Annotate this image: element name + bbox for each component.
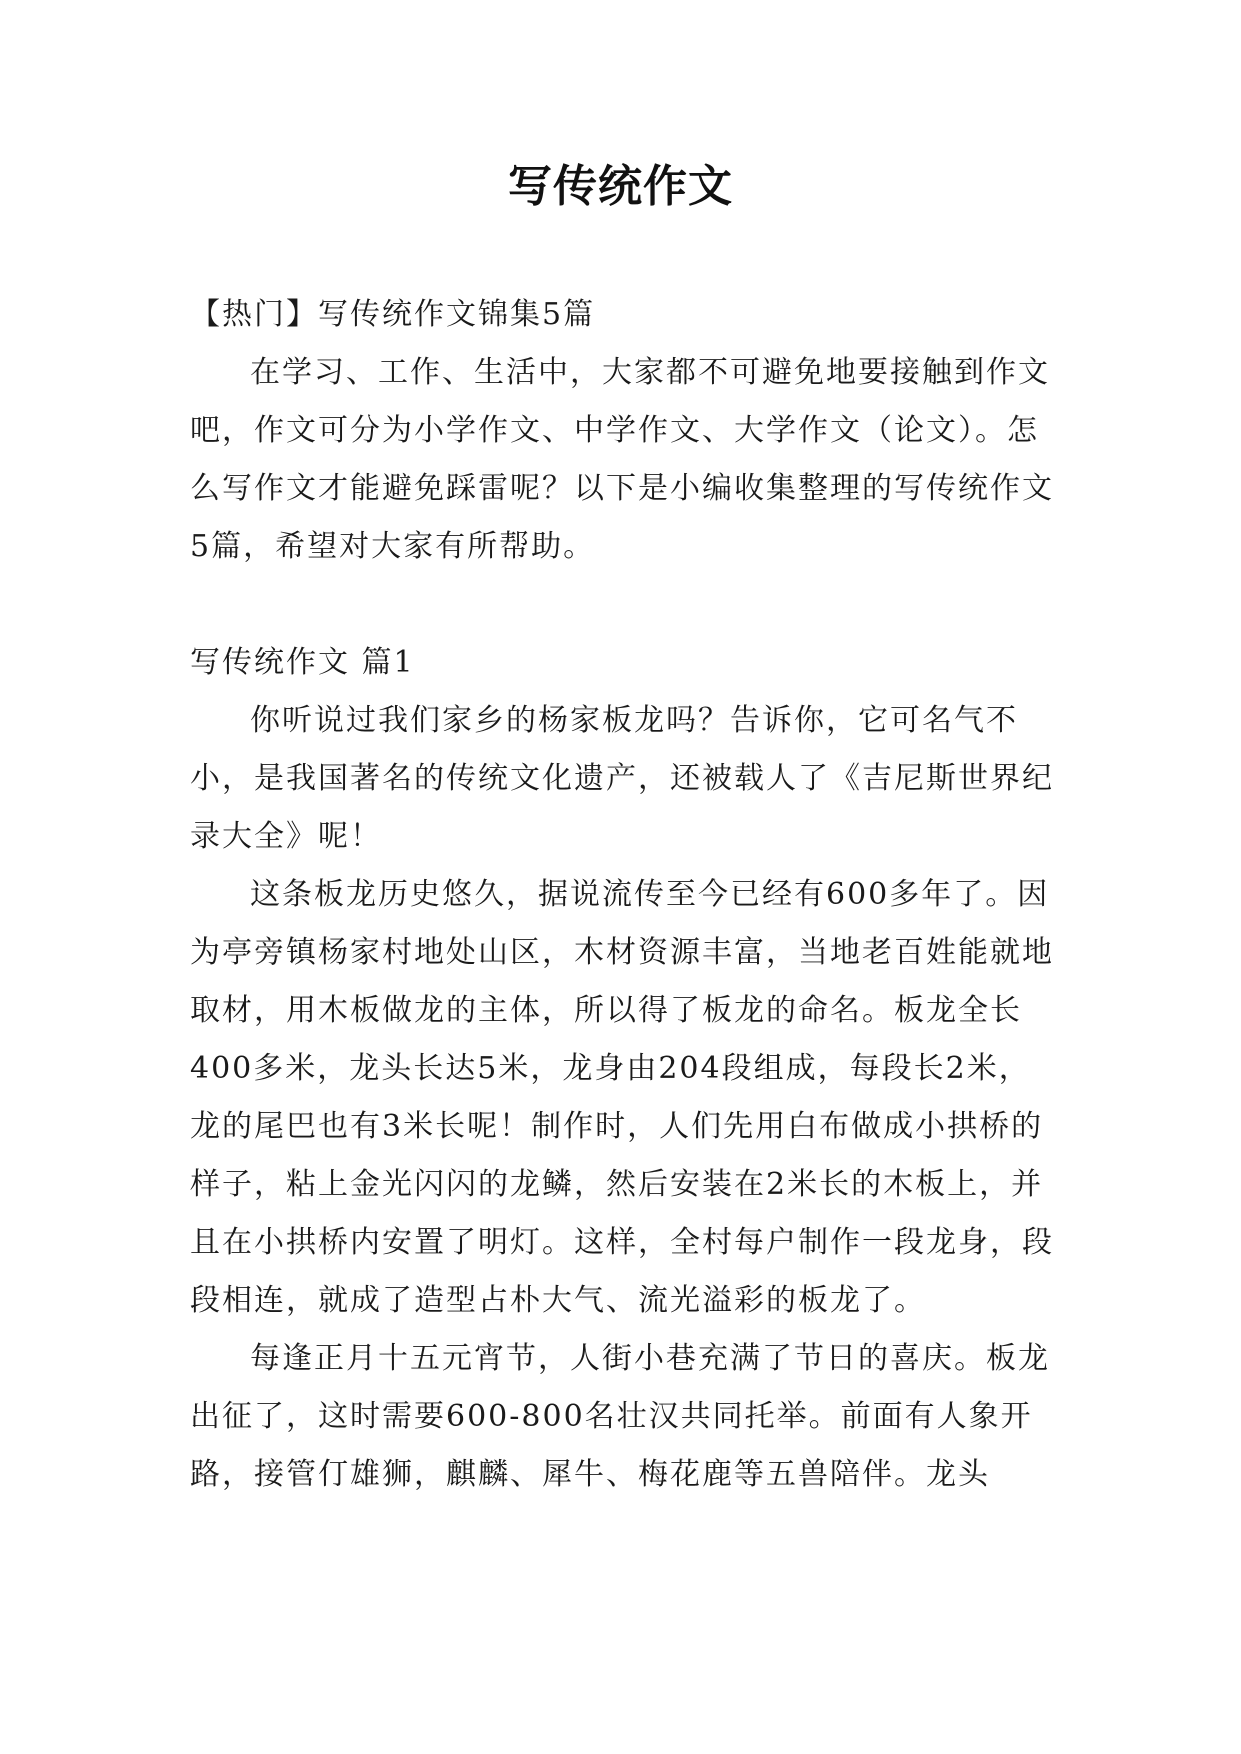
intro-paragraph: 在学习、工作、生活中，大家都不可避免地要接触到作文吧，作文可分为小学作文、中学作文、大学作文（论文）。怎么写作文才能避免踩雷呢？以下是小编收集整理的写传统作文5篇，希望对大家有所帮助。 (190, 355, 1054, 564)
body-paragraph: 这条板龙历史悠久，据说流传至今已经有600多年了。因为亭旁镇杨家村地处山区，木材资源丰富，当地老百姓能就地取材，用木板做龙的主体，所以得了板龙的命名。板龙全长400多米，龙头长达5米，龙身由204段组成，每段长2米，龙的尾巴也有3米长呢！制作时，人们先用白布做成小拱桥的样子，粘上金光闪闪的龙鳞，然后安装在2米长的木板上，并且在小拱桥内安置了明灯。这样，全村每户制作一段龙身，段段相连，就成了造型占朴大气、流光溢彩的板龙了。 (190, 877, 1054, 1318)
intro-heading: 【热门】写传统作文锦集5篇 (190, 297, 596, 332)
section-heading: 写传统作文 篇1 (190, 645, 415, 680)
body-paragraph: 每逢正月十五元宵节，人街小巷充满了节日的喜庆。板龙出征了，这时需要600-800名壮汉共同托举。前面有人象开路，接管仃雄狮，麒麟、犀牛、梅花鹿等五兽陪伴。龙头 (190, 1341, 1050, 1492)
document-body (190, 286, 1058, 1504)
body-paragraph: 你听说过我们家乡的杨家板龙吗？告诉你，它可名气不小，是我国著名的传统文化遗产，还被载人了《吉尼斯世界纪录大全》呢！ (190, 703, 1054, 854)
document-title: 写传统作文 (508, 161, 733, 212)
